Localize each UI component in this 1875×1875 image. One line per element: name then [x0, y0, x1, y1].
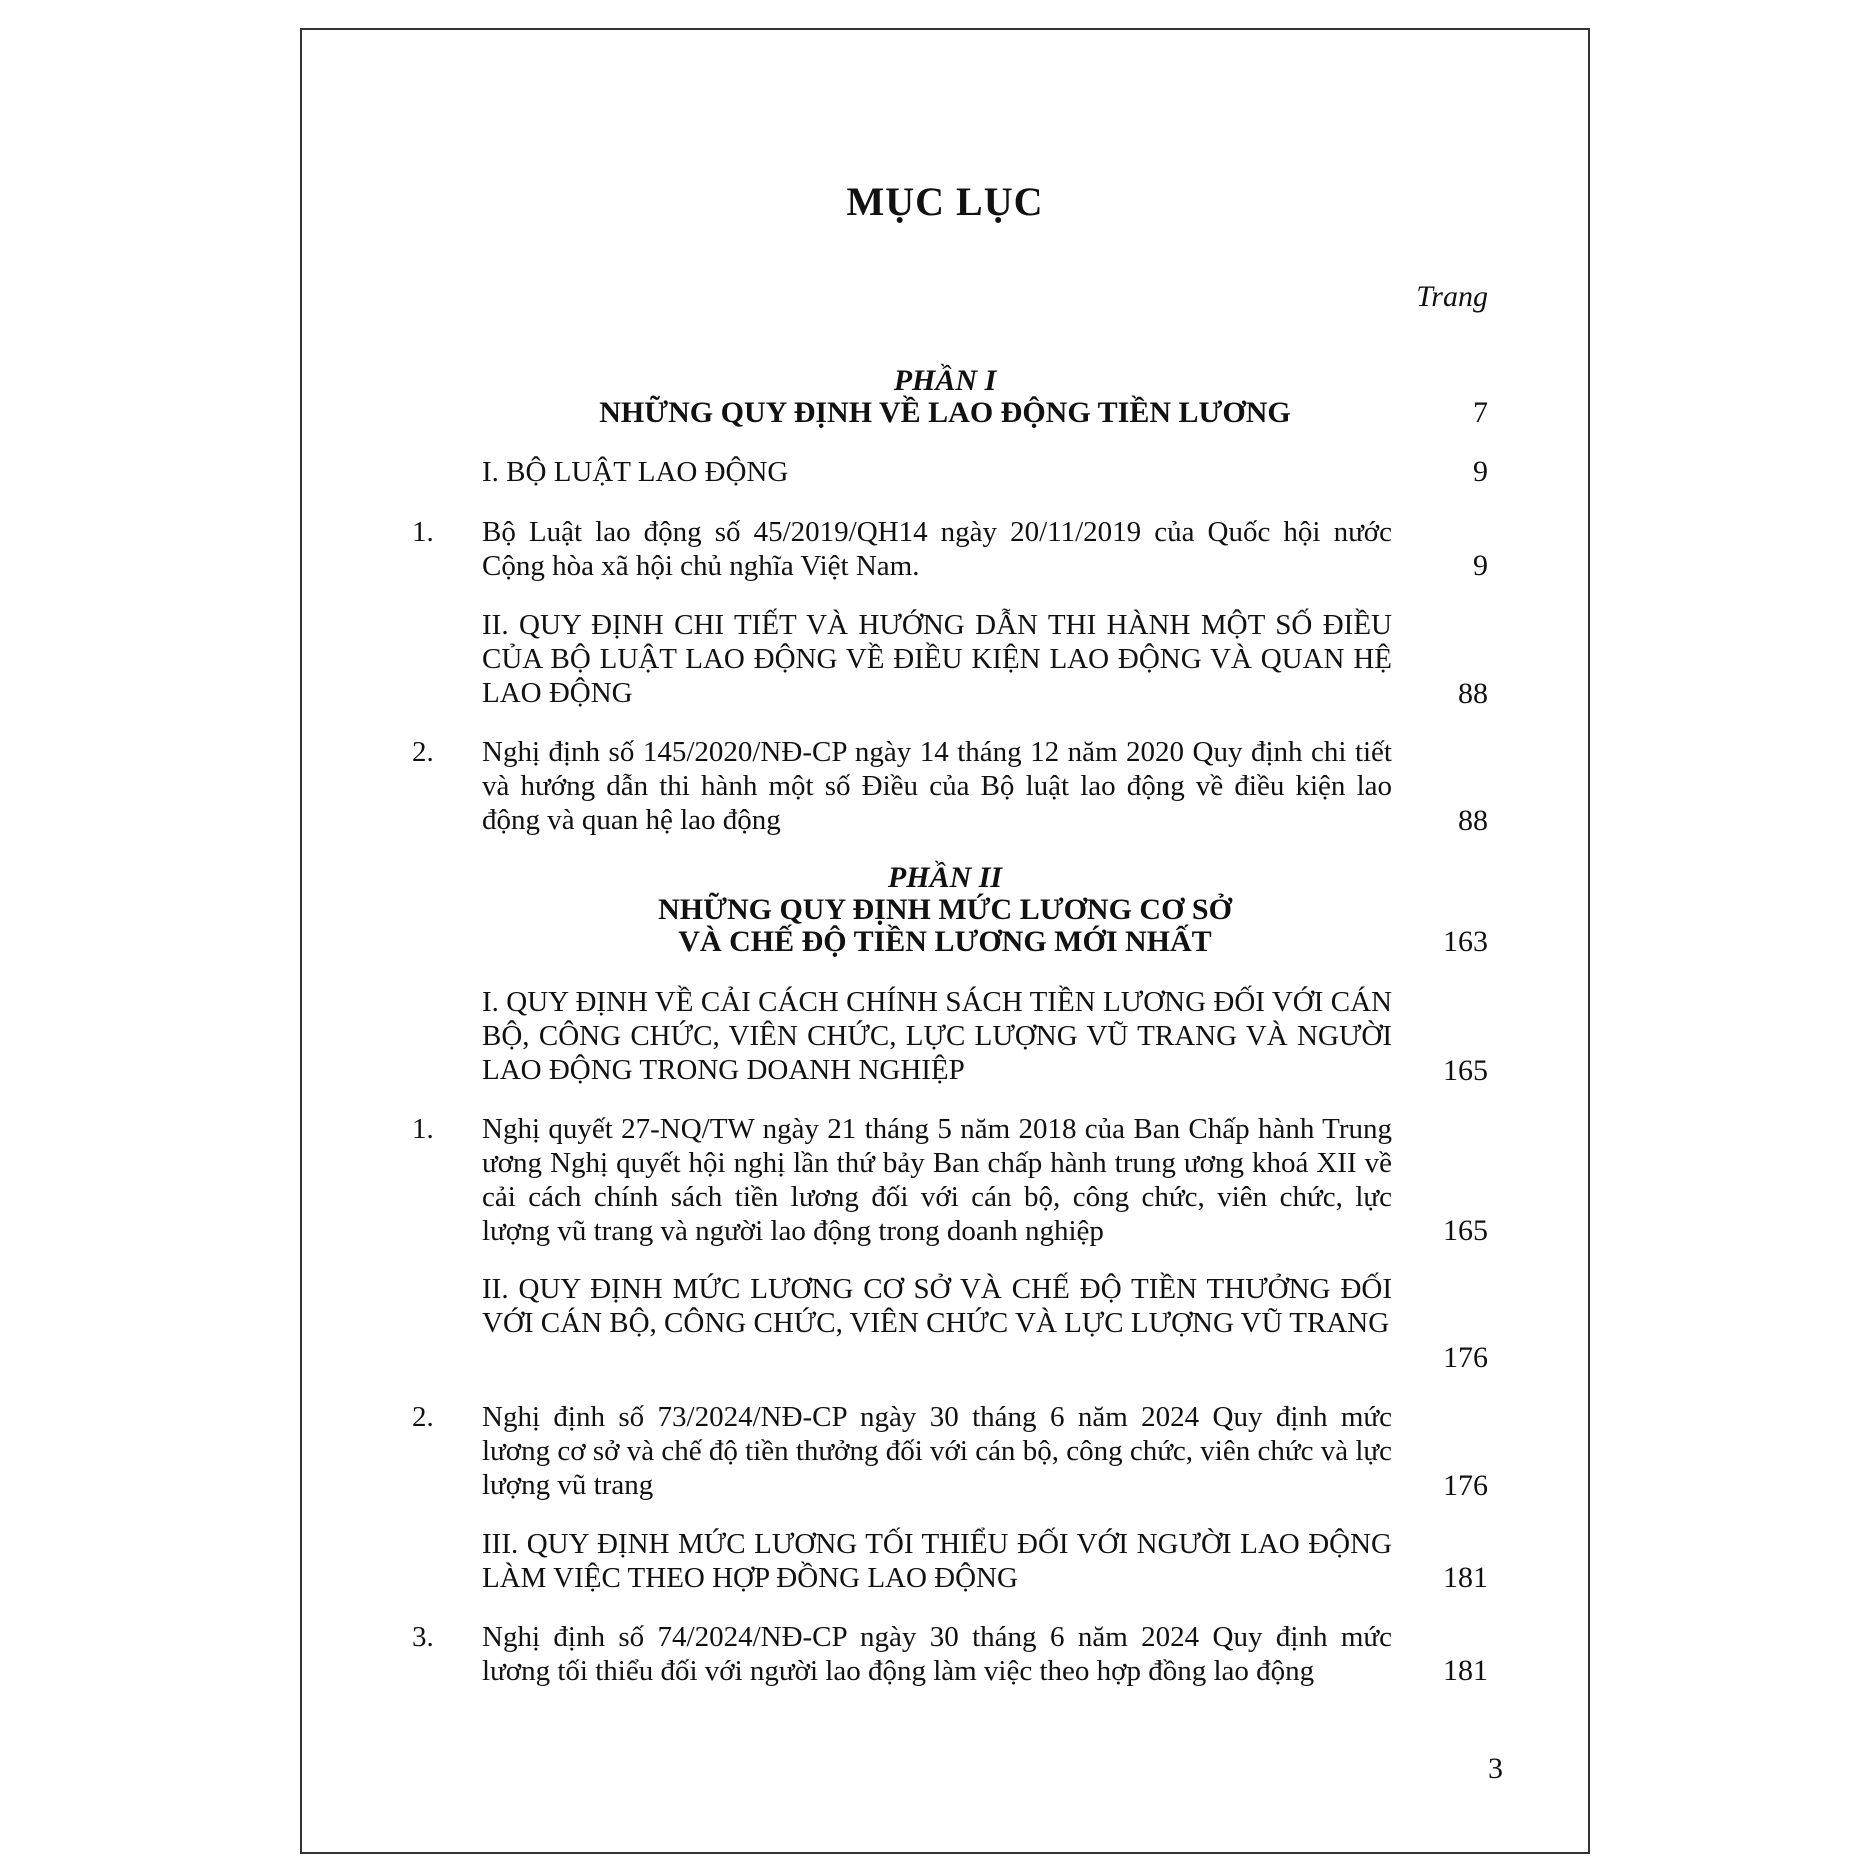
- entry-page: 88: [1458, 677, 1488, 710]
- entry-number: 1.: [412, 1113, 434, 1145]
- entry-page: 176: [1443, 1341, 1488, 1374]
- entry-text: II. QUY ĐỊNH CHI TIẾT VÀ HƯỚNG DẪN THI HÀNH MỘT SỐ ĐIỀU CỦA BỘ LUẬT LAO ĐỘNG VỀ ĐIỀU KIỆN LAO ĐỘNG VÀ QUAN HỆ LAO ĐỘNG: [482, 609, 1392, 709]
- part-2-heading: [302, 862, 1588, 958]
- entry-text: Nghị quyết 27-NQ/TW ngày 21 tháng 5 năm 2018 của Ban Chấp hành Trung ương Nghị quyết hội nghị lần thứ bảy Ban chấp hành trung ương khoá XII về cải cách chính sách tiền lương đối với cán bộ, công chức, viên chức, lực lượng vũ trang và người lao động trong doanh nghiệp: [482, 1113, 1392, 1247]
- entry-page: 9: [1473, 455, 1488, 488]
- entry-text: I. QUY ĐỊNH VỀ CẢI CÁCH CHÍNH SÁCH TIỀN LƯƠNG ĐỐI VỚI CÁN BỘ, CÔNG CHỨC, VIÊN CHỨC, LỰC LƯỢNG VŨ TRANG VÀ NGƯỜI LAO ĐỘNG TRONG DOANH NGHIỆP: [482, 986, 1392, 1086]
- part-2-label: PHẦN II: [887, 861, 1003, 894]
- entry-number: 3.: [412, 1621, 434, 1653]
- entry-page: 165: [1443, 1214, 1488, 1247]
- entry-text: III. QUY ĐỊNH MỨC LƯƠNG TỐI THIỂU ĐỐI VỚI NGƯỜI LAO ĐỘNG LÀM VIỆC THEO HỢP ĐỒNG LAO ĐỘNG: [482, 1528, 1392, 1594]
- part-2-page: 163: [1443, 925, 1488, 958]
- entry-page: 165: [1443, 1054, 1488, 1087]
- page-column-header: Trang: [1416, 280, 1488, 313]
- entry-number: 2.: [412, 736, 434, 768]
- part-2-title-line1: NHỮNG QUY ĐỊNH MỨC LƯƠNG CƠ SỞ: [658, 893, 1232, 926]
- entry-text: II. QUY ĐỊNH MỨC LƯƠNG CƠ SỞ VÀ CHẾ ĐỘ TIỀN THƯỞNG ĐỐI VỚI CÁN BỘ, CÔNG CHỨC, VIÊN CHỨC VÀ LỰC LƯỢNG VŨ TRANG: [482, 1273, 1392, 1339]
- entry-text: Nghị định số 74/2024/NĐ-CP ngày 30 tháng 6 năm 2024 Quy định mức lương tối thiểu đối với người lao động làm việc theo hợp đồng lao động: [482, 1621, 1392, 1687]
- entry-text: Bộ Luật lao động số 45/2019/QH14 ngày 20/11/2019 của Quốc hội nước Cộng hòa xã hội chủ nghĩa Việt Nam.: [482, 516, 1392, 582]
- entry-page: 9: [1473, 549, 1488, 582]
- part-1-page: 7: [1473, 396, 1488, 429]
- part-1-title: NHỮNG QUY ĐỊNH VỀ LAO ĐỘNG TIỀN LƯƠNG: [599, 396, 1291, 429]
- entry-text: Nghị định số 73/2024/NĐ-CP ngày 30 tháng 6 năm 2024 Quy định mức lương cơ sở và chế độ tiền thưởng đối với cán bộ, công chức, viên chức và lực lượng vũ trang: [482, 1401, 1392, 1501]
- entry-number: 1.: [412, 516, 434, 548]
- entry-text: Nghị định số 145/2020/NĐ-CP ngày 14 tháng 12 năm 2020 Quy định chi tiết và hướng dẫn thi hành một số Điều của Bộ luật lao động về điều kiện lao động và quan hệ lao động: [482, 736, 1392, 836]
- document-page: [300, 28, 1590, 1854]
- entry-page: 88: [1458, 804, 1488, 837]
- part-2-title-line2: VÀ CHẾ ĐỘ TIỀN LƯƠNG MỚI NHẤT: [678, 925, 1212, 958]
- page-number: 3: [1488, 1752, 1503, 1785]
- entry-text: I. BỘ LUẬT LAO ĐỘNG: [482, 456, 789, 488]
- part-1-heading: [302, 365, 1588, 429]
- entry-page: 181: [1443, 1561, 1488, 1594]
- entry-number: 2.: [412, 1401, 434, 1433]
- page-title: MỤC LỤC: [846, 179, 1044, 224]
- part-1-label: PHẦN I: [893, 364, 997, 397]
- entry-page: 176: [1443, 1469, 1488, 1502]
- entry-page: 181: [1443, 1654, 1488, 1687]
